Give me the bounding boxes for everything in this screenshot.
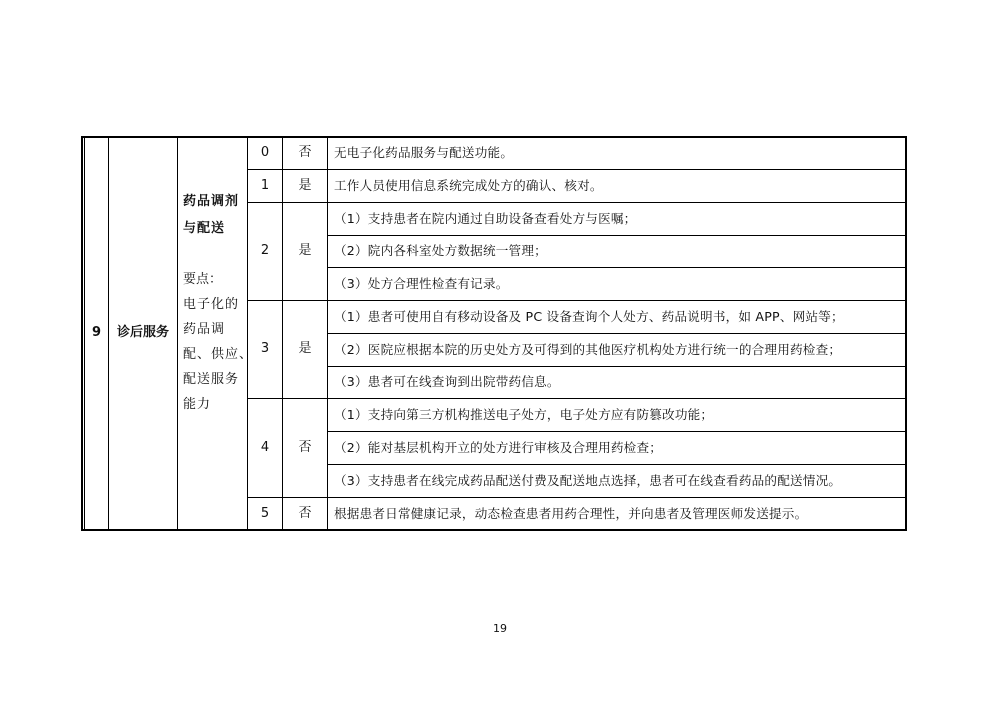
level-number: 0 (260, 145, 270, 160)
row-divider (247, 300, 906, 301)
level-description-item: （2）院内各科室处方数据统一管理； (334, 243, 547, 258)
level-description: 无电子化药品服务与配送功能。 (334, 145, 514, 160)
level-description-item: （3）患者可在线查询到出院带药信息。 (334, 374, 560, 389)
border-left (81, 136, 83, 531)
item-title-line: 药品调剂 (183, 194, 240, 209)
level-description: 工作人员使用信息系统完成处方的确认、核对。 (334, 178, 603, 193)
col-divider-item (247, 136, 248, 531)
level-result: 是 (298, 178, 312, 193)
row-divider (247, 398, 906, 399)
page-number: 19 (493, 622, 507, 635)
col-divider-level (282, 136, 283, 531)
row-divider (247, 497, 906, 498)
row-divider (247, 202, 906, 203)
points-line: 配、供应、 (183, 347, 254, 362)
level-result: 否 (298, 440, 312, 455)
row-index: 9 (91, 325, 102, 340)
subrow-divider (327, 431, 906, 432)
level-number: 5 (260, 506, 270, 521)
level-description-item: （1）患者可使用自有移动设备及 PC 设备查询个人处方、药品说明书，如 APP、网站等； (334, 309, 844, 324)
category-label: 诊后服务 (116, 325, 169, 340)
points-line: 能力 (183, 397, 212, 412)
border-bottom (81, 529, 907, 531)
subrow-divider (327, 267, 906, 268)
level-description-item: （1）支持患者在院内通过自助设备查看处方与医嘱； (334, 211, 637, 226)
level-description-item: （2）能对基层机构开立的处方进行审核及合理用药检查； (334, 440, 663, 455)
level-description-item: （1）支持向第三方机构推送电子处方，电子处方应有防篡改功能； (334, 407, 714, 422)
points-line: 药品调 (183, 322, 226, 337)
level-number: 4 (260, 440, 270, 455)
subrow-divider (327, 366, 906, 367)
level-description-item: （3）支持患者在线完成药品配送付费及配送地点选择，患者可在线查看药品的配送情况。 (334, 473, 842, 488)
subrow-divider (327, 464, 906, 465)
border-top (81, 136, 907, 138)
subrow-divider (327, 235, 906, 236)
level-description: 根据患者日常健康记录，动态检查患者用药合理性，并向患者及管理医师发送提示。 (334, 506, 808, 521)
points-line: 配送服务 (183, 372, 240, 387)
level-result: 否 (298, 506, 312, 521)
level-number: 2 (260, 243, 270, 258)
level-result: 是 (298, 243, 312, 258)
level-result: 是 (298, 341, 312, 356)
col-divider-category (177, 136, 178, 531)
level-description-item: （3）处方合理性检查有记录。 (334, 276, 509, 291)
points-label: 要点： (183, 272, 223, 287)
level-result: 否 (298, 145, 312, 160)
level-number: 3 (260, 341, 270, 356)
level-description-item: （2）医院应根据本院的历史处方及可得到的其他医疗机构处方进行统一的合理用药检查； (334, 342, 842, 357)
row-divider (247, 169, 906, 170)
item-title-line: 与配送 (183, 221, 226, 236)
level-number: 1 (260, 178, 270, 193)
subrow-divider (327, 333, 906, 334)
points-line: 电子化的 (183, 297, 240, 312)
